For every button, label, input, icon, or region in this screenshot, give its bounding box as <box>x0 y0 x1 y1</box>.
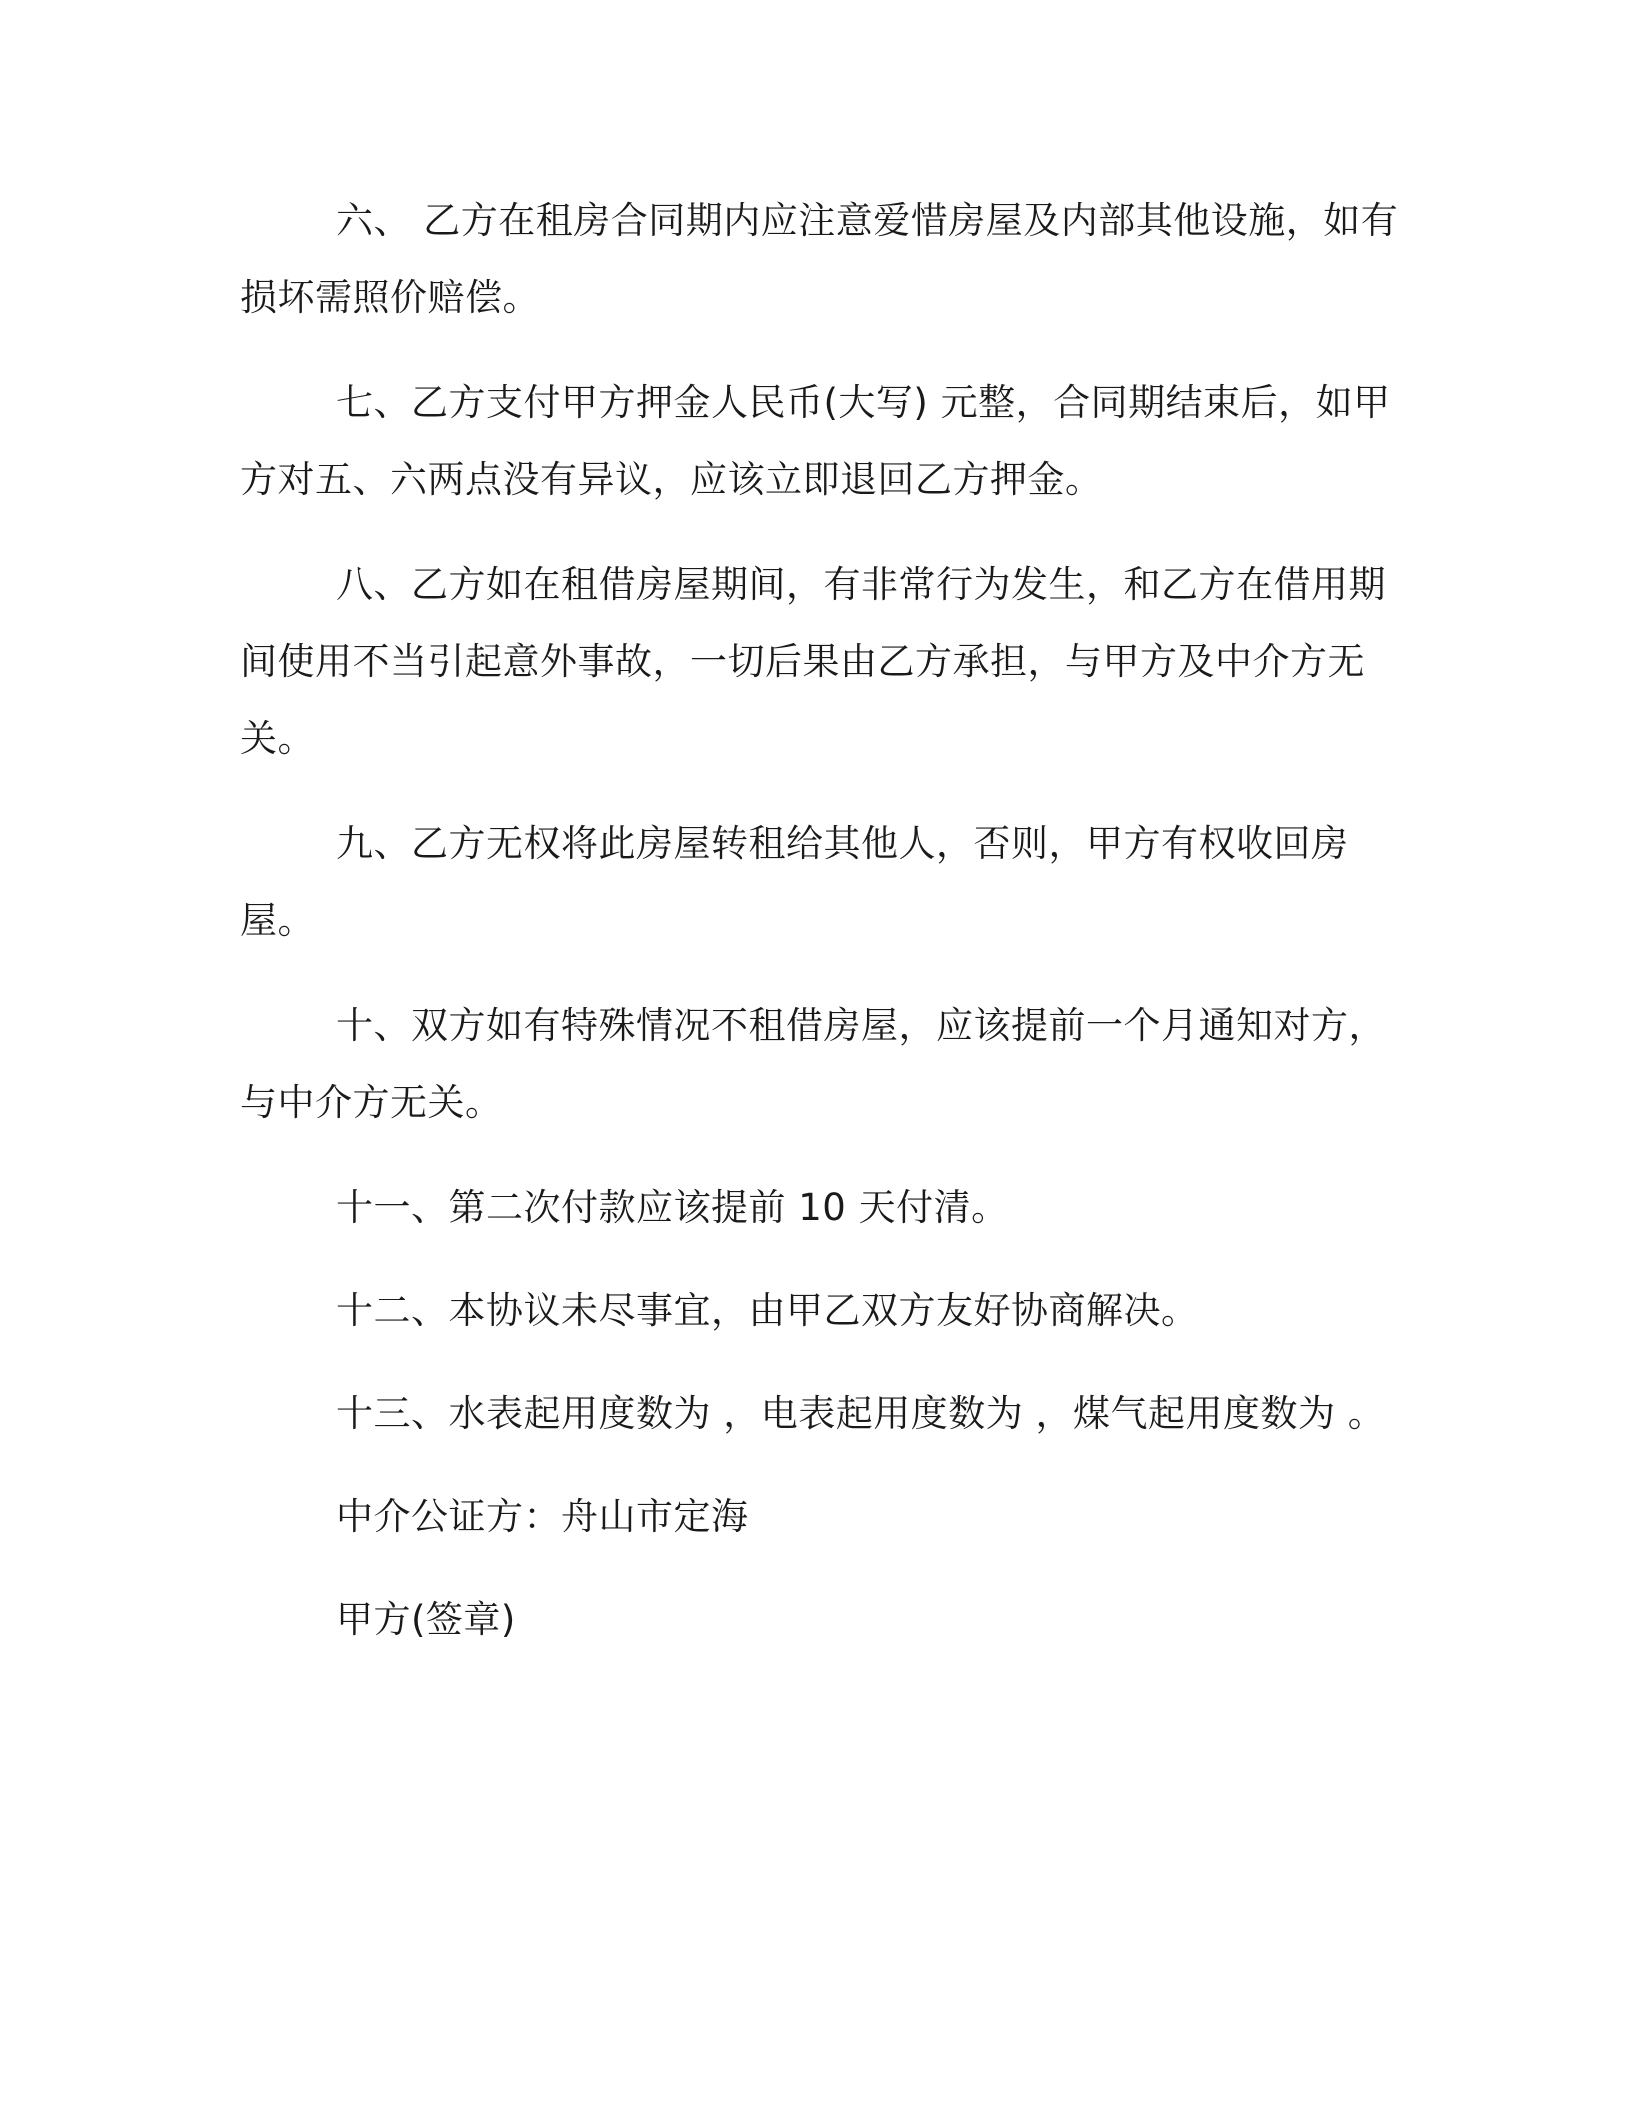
clause-12: 十二、本协议未尽事宜，由甲乙双方友好协商解决。 <box>336 1289 1199 1332</box>
party-a-signature: 甲方(签章) <box>336 1598 516 1641</box>
clause-10: 十、双方如有特殊情况不租借房屋，应该提前一个月通知对方，与中介方无关。 <box>240 1004 1386 1124</box>
clause-7: 七、乙方支付甲方押金人民币(大写) 元整，合同期结束后，如甲方对五、六两点没有异议，应该立即退回乙方押金。 <box>240 381 1391 501</box>
clause-13: 十三、水表起用度数为 ，电表起用度数为 ，煤气起用度数为 。 <box>336 1392 1386 1435</box>
clause-list <box>240 182 1410 1684</box>
clause-8: 八、乙方如在租借房屋期间，有非常行为发生，和乙方在借用期间使用不当引起意外事故，一切后果由乙方承担，与甲方及中介方无关。 <box>240 563 1386 760</box>
intermediary-notary: 中介公证方：舟山市定海 <box>336 1495 749 1538</box>
clause-6: 六、 乙方在租房合同期内应注意爱惜房屋及内部其他设施，如有损坏需照价赔偿。 <box>240 199 1399 319</box>
clause-11: 十一、第二次付款应该提前 10 天付清。 <box>336 1186 1009 1229</box>
clause-9: 九、乙方无权将此房屋转租给其他人，否则，甲方有权收回房屋。 <box>240 822 1349 942</box>
